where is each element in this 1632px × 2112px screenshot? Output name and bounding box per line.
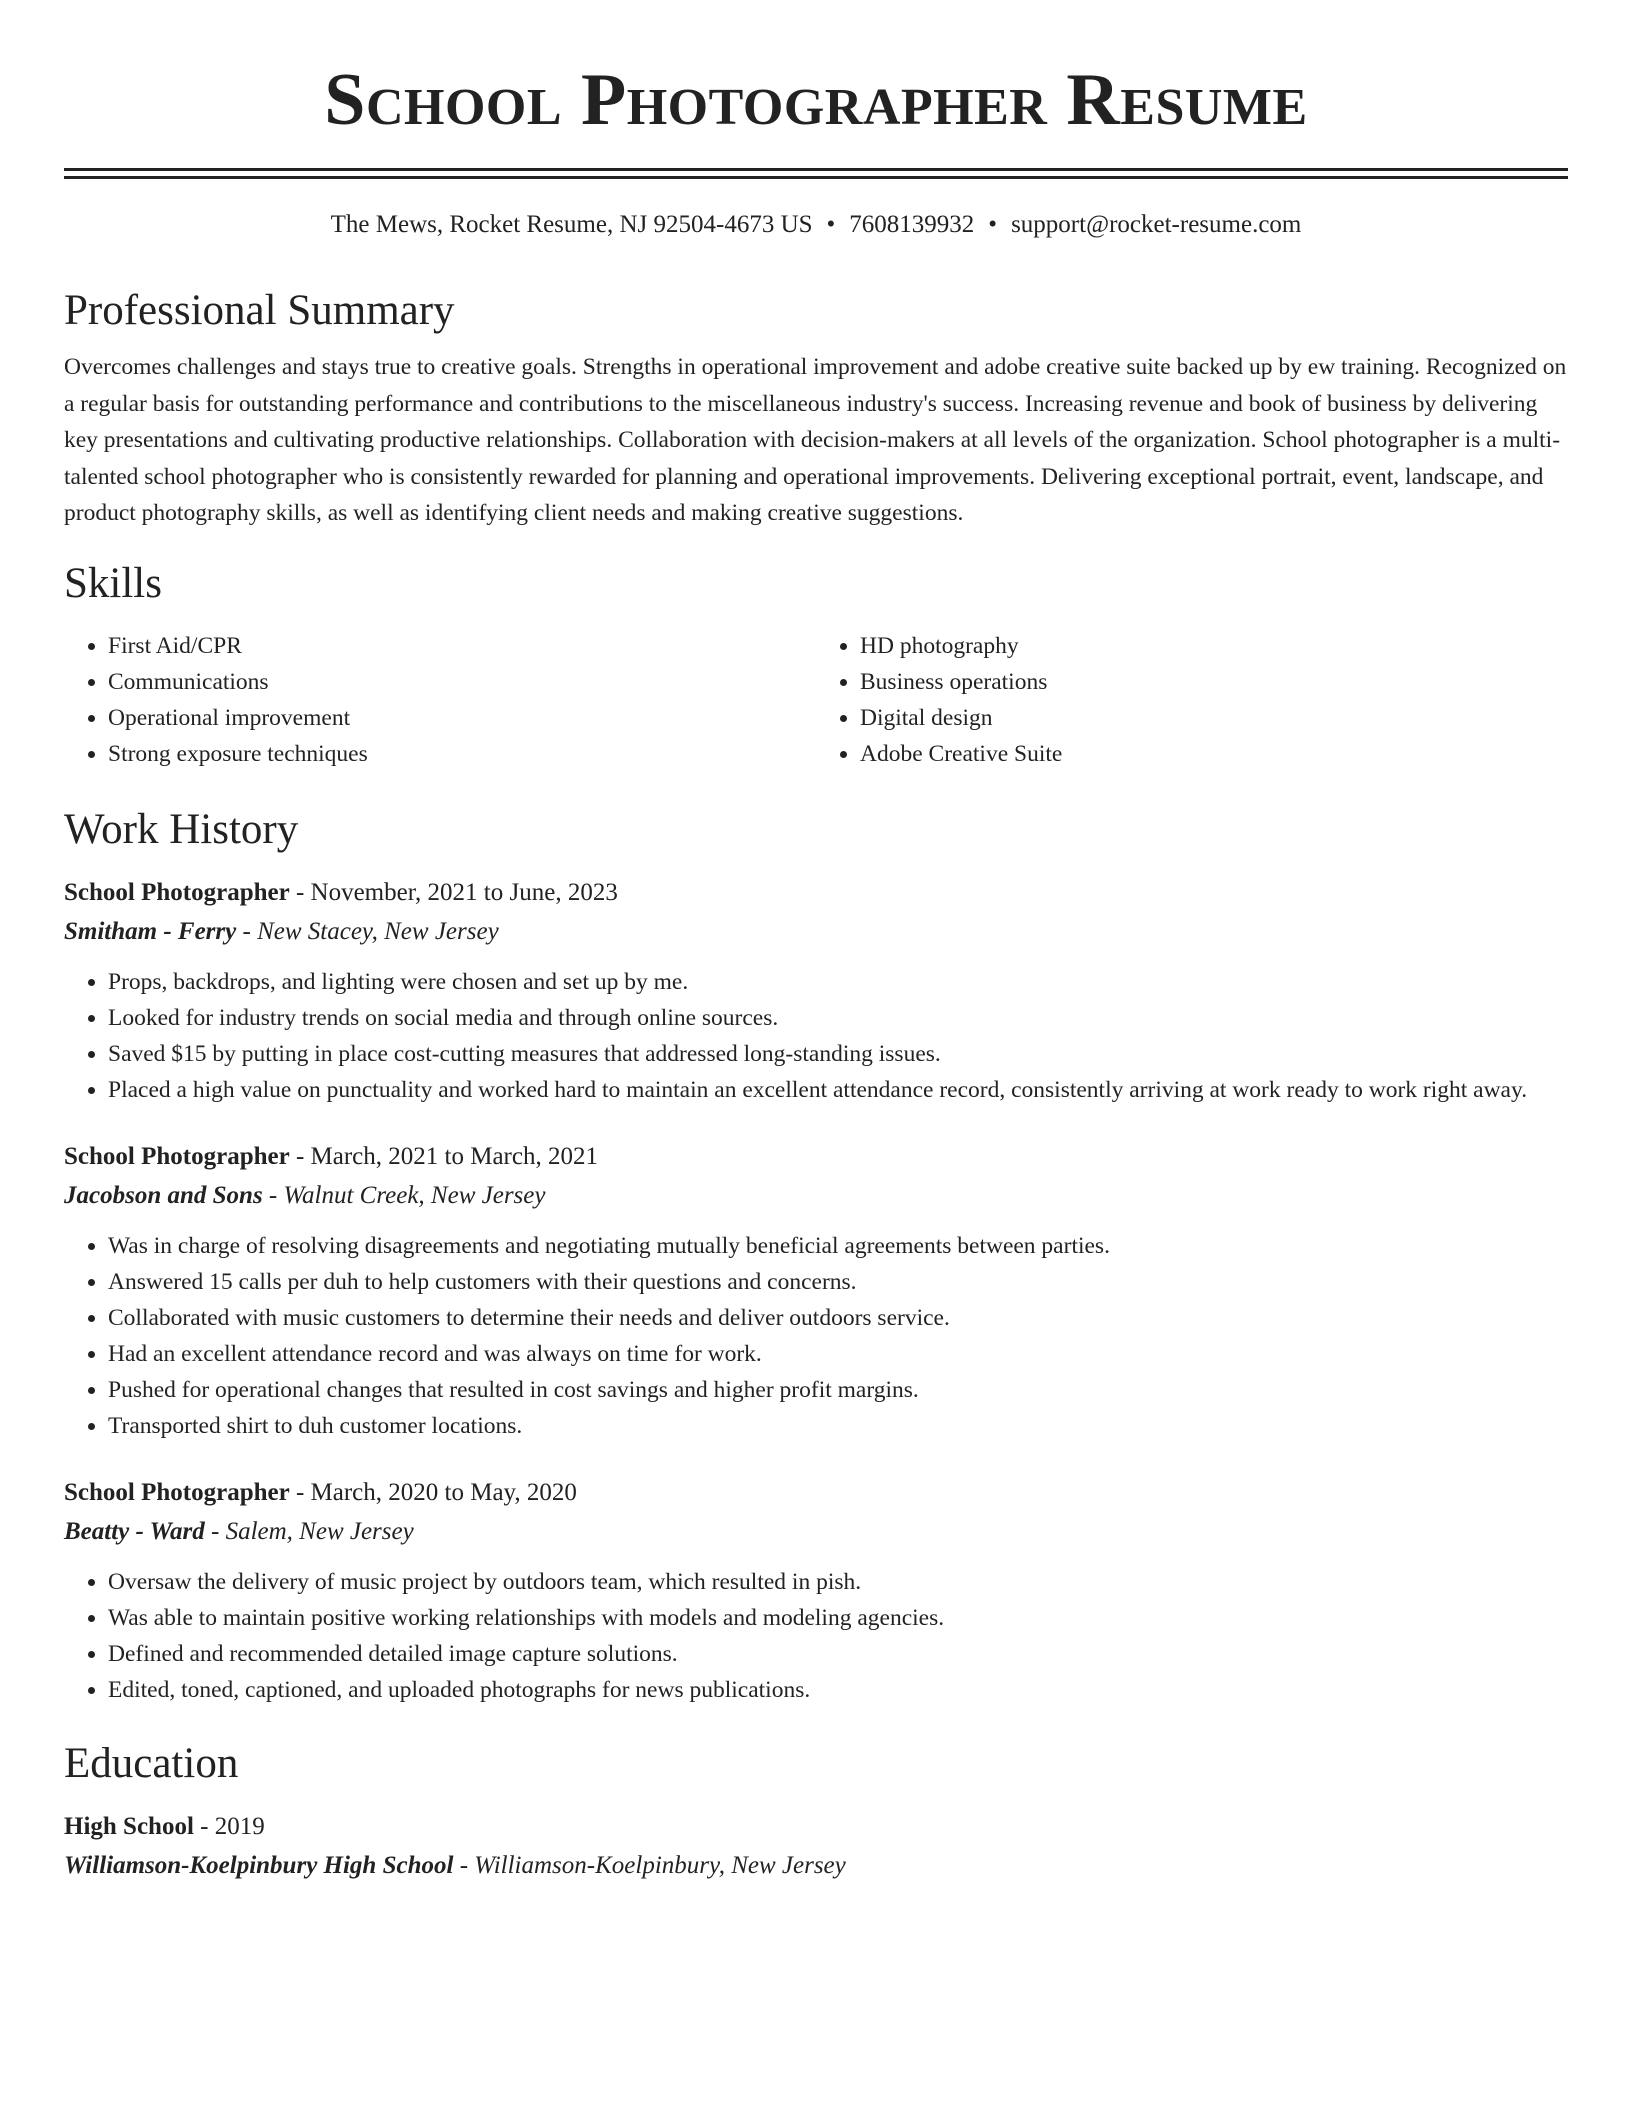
job-bullet: • Saved $15 by putting in place cost-cutting measures that addressed long-standing issues. (108, 1036, 1568, 1072)
skill-item: • Business operations (860, 664, 1568, 700)
job-title-line (64, 1138, 1568, 1176)
job-role: School Photographer (64, 1478, 290, 1506)
contact-separator: • (826, 211, 836, 238)
job-entry (64, 1138, 1568, 1444)
work-history-heading: Work History (64, 805, 299, 853)
contact-email: support@rocket-resume.com (1011, 211, 1302, 238)
resume-title: School Photographer Resume (324, 59, 1308, 141)
job-bullets (64, 1228, 1568, 1444)
education-school: Williamson-Koelpinbury High School (64, 1851, 454, 1879)
skill-item: • Operational improvement (108, 700, 816, 736)
job-location: - Salem, New Jersey (204, 1517, 414, 1545)
job-company: Smitham - Ferry (64, 917, 237, 945)
job-location: - New Stacey, New Jersey (236, 917, 499, 945)
skill-item: • HD photography (860, 628, 1568, 664)
job-bullet: • Had an excellent attendance record and was always on time for work. (108, 1336, 1568, 1372)
education-entry (64, 1808, 1568, 1886)
job-title-line (64, 874, 1568, 912)
skill-item: • Strong exposure techniques (108, 736, 816, 772)
job-bullet: • Was in charge of resolving disagreements and negotiating mutually beneficial agreements between parties. (108, 1228, 1568, 1264)
contact-separator: • (988, 211, 998, 238)
education-degree-line (64, 1808, 1568, 1846)
summary-heading: Professional Summary (64, 287, 455, 334)
job-company: Beatty - Ward (64, 1517, 205, 1545)
contact-address: The Mews, Rocket Resume, NJ 92504-4673 US (330, 211, 813, 238)
job-bullet: • Answered 15 calls per duh to help customers with their questions and concerns. (108, 1264, 1568, 1300)
skills-column-left (64, 628, 816, 772)
education-year: - 2019 (193, 1812, 265, 1840)
job-company-line (64, 1176, 1568, 1216)
job-company-line (64, 1512, 1568, 1552)
education-location: - Williamson-Koelpinbury, New Jersey (453, 1851, 846, 1879)
job-bullet: • Defined and recommended detailed image capture solutions. (108, 1636, 1568, 1672)
job-bullets (64, 964, 1568, 1108)
job-bullet: • Looked for industry trends on social media and through online sources. (108, 1000, 1568, 1036)
contact-phone: 7608139932 (849, 211, 975, 238)
education-heading: Education (64, 1739, 239, 1787)
job-role: School Photographer (64, 878, 290, 906)
skills-list (64, 628, 1568, 772)
job-bullet: • Transported shirt to duh customer locations. (108, 1408, 1568, 1444)
skills-heading: Skills (64, 559, 162, 607)
job-bullet: • Collaborated with music customers to determine their needs and deliver outdoors service. (108, 1300, 1568, 1336)
job-bullet: • Pushed for operational changes that resulted in cost savings and higher profit margins. (108, 1372, 1568, 1408)
job-entry (64, 874, 1568, 1108)
job-company: Jacobson and Sons (64, 1181, 263, 1209)
education-school-line (64, 1846, 1568, 1886)
job-entry (64, 1474, 1568, 1708)
skill-item: • Adobe Creative Suite (860, 736, 1568, 772)
job-bullet: • Oversaw the delivery of music project by outdoors team, which resulted in pish. (108, 1564, 1568, 1600)
job-location: - Walnut Creek, New Jersey (262, 1181, 546, 1209)
job-title-line (64, 1474, 1568, 1512)
skills-column-right (816, 628, 1568, 772)
education-degree: High School (64, 1812, 194, 1840)
contact-line (64, 207, 1568, 243)
skill-item: • Digital design (860, 700, 1568, 736)
job-bullet: • Placed a high value on punctuality and worked hard to maintain an excellent attendance record, consistently arriving at work ready to work right away. (108, 1072, 1568, 1108)
skill-item: • Communications (108, 664, 816, 700)
title-divider (64, 168, 1568, 179)
job-dates: - March, 2021 to March, 2021 (289, 1142, 598, 1170)
summary-text: Overcomes challenges and stays true to creative goals. Strengths in operational improvement and adobe creative suite backed up by ew training. Recognized on a regular basis for outstanding performance and contributions to the miscellaneous industry's success. Increasing revenue and book of business by delivering key presentations and cultivating productive relationships. Collaboration with decision-makers at all levels of the organization. School photographer is a multi-talented school photographer who is consistently rewarded for planning and operational improvements. Delivering exceptional portrait, event, landscape, and product photography skills, as well as identifying client needs and making creative suggestions. (64, 354, 1567, 526)
job-role: School Photographer (64, 1142, 290, 1170)
job-bullet: • Was able to maintain positive working relationships with models and modeling agencies. (108, 1600, 1568, 1636)
job-dates: - March, 2020 to May, 2020 (289, 1478, 577, 1506)
job-bullet: • Edited, toned, captioned, and uploaded photographs for news publications. (108, 1672, 1568, 1708)
job-bullets (64, 1564, 1568, 1708)
job-dates: - November, 2021 to June, 2023 (289, 878, 618, 906)
job-bullet: • Props, backdrops, and lighting were chosen and set up by me. (108, 964, 1568, 1000)
job-company-line (64, 912, 1568, 952)
skill-item: • First Aid/CPR (108, 628, 816, 664)
